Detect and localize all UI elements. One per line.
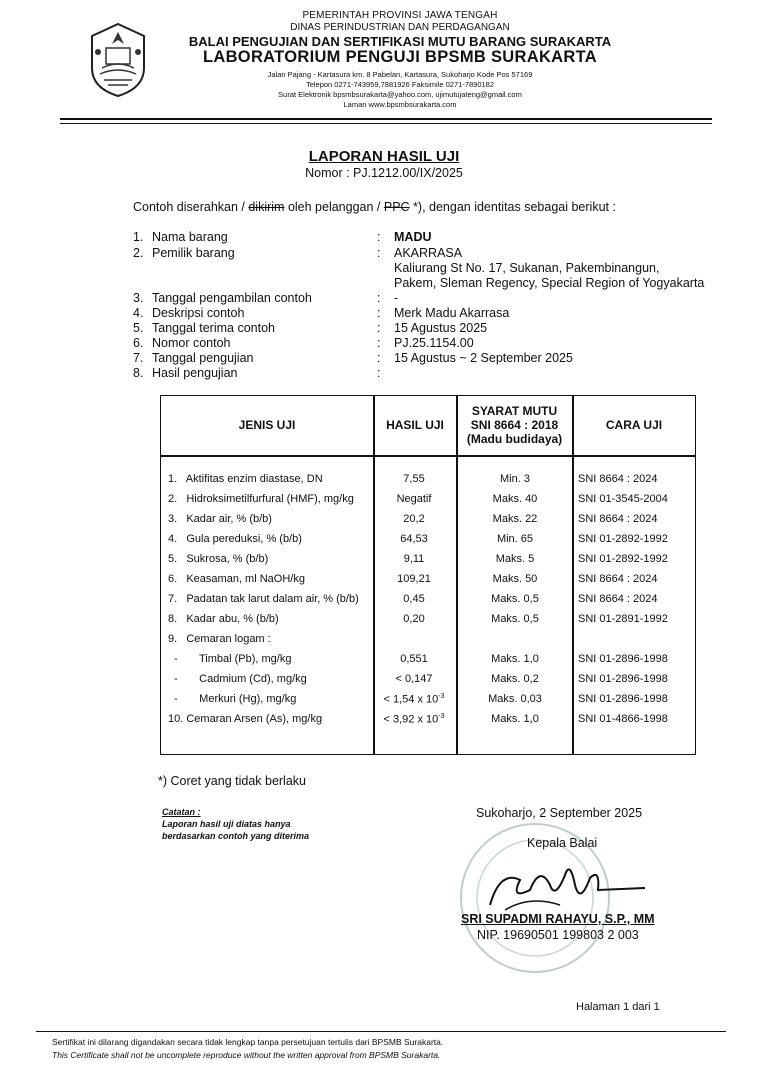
test-name: 4. Gula pereduksi, % (b/b) xyxy=(168,533,302,545)
report-number: Nomor : PJ.1212.00/IX/2025 xyxy=(305,166,463,180)
test-method: SNI 01-2892-1992 xyxy=(578,553,668,565)
identity-colon: : xyxy=(377,336,381,350)
test-method: SNI 8664 : 2024 xyxy=(578,473,658,485)
test-name: 3. Kadar air, % (b/b) xyxy=(168,513,272,525)
header-institution: BALAI PENGUJIAN DAN SERTIFIKASI MUTU BARANG SURAKARTA xyxy=(188,34,612,49)
test-method: SNI 8664 : 2024 xyxy=(578,593,658,605)
identity-label: Nama barang xyxy=(152,230,228,244)
header-department: DINAS PERINDUSTRIAN DAN PERDAGANGAN xyxy=(290,22,510,33)
test-result: 9,11 xyxy=(403,553,425,565)
header-government: PEMERINTAH PROVINSI JAWA TENGAH xyxy=(302,10,498,21)
test-result: 109,21 xyxy=(397,573,431,585)
page-number: Halaman 1 dari 1 xyxy=(576,1001,660,1013)
signer-role: Kepala Balai xyxy=(527,836,598,850)
identity-number: 3. xyxy=(133,291,144,305)
test-requirement: Maks. 50 xyxy=(492,573,538,585)
identity-label: Tanggal pengambilan contoh xyxy=(152,291,312,305)
test-result: Negatif xyxy=(396,493,432,505)
identity-number: 4. xyxy=(133,306,144,320)
header-divider xyxy=(60,118,712,120)
test-requirement: Maks. 0,2 xyxy=(491,673,539,685)
table-row xyxy=(160,613,696,633)
identity-number: 8. xyxy=(133,366,144,380)
identity-label: Tanggal terima contoh xyxy=(152,321,275,335)
identity-label: Nomor contoh xyxy=(152,336,231,350)
table-row xyxy=(160,713,696,733)
test-name: - Timbal (Pb), mg/kg xyxy=(168,653,292,665)
identity-value: MADU xyxy=(394,230,432,244)
identity-value: 15 Agustus ~ 2 September 2025 xyxy=(394,351,573,365)
test-result: 20,2 xyxy=(403,513,425,525)
footer-disclaimer-id: Sertifikat ini dilarang digandakan secara tidak lengkap tanpa persetujuan tertulis dari BPSMB Surakarta. xyxy=(52,1037,444,1047)
identity-value-line2: Kaliurang St No. 17, Sukanan, Pakembinangun, xyxy=(394,261,660,275)
test-result: < 3,92 x $10^{-3}$ xyxy=(383,713,445,726)
test-name: 9. Cemaran logam : xyxy=(168,633,271,645)
test-method: SNI 8664 : 2024 xyxy=(578,573,658,585)
identity-colon: : xyxy=(377,230,381,244)
identity-label: Pemilik barang xyxy=(152,246,235,260)
test-method: SNI 01-4866-1998 xyxy=(578,713,668,725)
test-name: 5. Sukrosa, % (b/b) xyxy=(168,553,269,565)
header-cara-uji: CARA UJI xyxy=(605,418,663,432)
test-result: 64,53 xyxy=(400,533,428,545)
report-title: LAPORAN HASIL UJI xyxy=(308,148,460,165)
identity-value: AKARRASA xyxy=(394,246,463,260)
test-requirement: Maks. 1,0 xyxy=(491,653,539,665)
test-method: SNI 01-2891-1992 xyxy=(578,613,668,625)
header-syarat-mutu: SYARAT MUTU SNI 8664 : 2018 (Madu budidaya) xyxy=(466,404,563,446)
header-divider-thin xyxy=(60,123,712,124)
header-email: Surat Elektronik bpsmbsurakarta@yahoo.com, ujimutujateng@gmail.com xyxy=(278,90,522,99)
identity-colon: : xyxy=(377,291,381,305)
identity-value: 15 Agustus 2025 xyxy=(394,321,488,335)
test-name: 1. Aktifitas enzim diastase, DN xyxy=(168,473,323,485)
signature-icon xyxy=(470,850,655,920)
test-result: 0,45 xyxy=(403,593,425,605)
test-method: SNI 01-2896-1998 xyxy=(578,673,668,685)
place-date: Sukoharjo, 2 September 2025 xyxy=(476,806,643,820)
test-method: SNI 01-2896-1998 xyxy=(578,653,668,665)
test-requirement: Maks. 0,03 xyxy=(488,693,542,705)
test-name: 6. Keasaman, ml NaOH/kg xyxy=(168,573,305,585)
test-result: 0,551 xyxy=(400,653,428,665)
test-result: 0,20 xyxy=(403,613,425,625)
test-requirement: Maks. 1,0 xyxy=(491,713,539,725)
identity-colon: : xyxy=(377,366,381,380)
table-row xyxy=(160,573,696,593)
test-method: SNI 8664 : 2024 xyxy=(578,513,658,525)
identity-value: Merk Madu Akarrasa xyxy=(394,306,510,320)
table-row xyxy=(160,493,696,513)
header-hasil-uji: HASIL UJI xyxy=(386,418,444,432)
table-header-divider xyxy=(160,455,696,457)
identity-number: 2. xyxy=(133,246,144,260)
result-exponent: -3 xyxy=(438,693,445,700)
table-row xyxy=(160,633,696,653)
identity-number: 5. xyxy=(133,321,144,335)
test-method: SNI 01-2896-1998 xyxy=(578,693,668,705)
signer-name: SRI SUPADMI RAHAYU, S.P., MM xyxy=(461,912,655,926)
test-name: - Merkuri (Hg), mg/kg xyxy=(168,693,297,705)
test-name: - Cadmium (Cd), mg/kg xyxy=(168,673,307,685)
header-phone: Telepon 0271-743959,7881926 Faksimile 0271-7890182 xyxy=(305,80,495,89)
result-exponent: -3 xyxy=(438,713,445,720)
identity-label: Hasil pengujian xyxy=(152,366,238,380)
identity-number: 7. xyxy=(133,351,144,365)
table-row xyxy=(160,593,696,613)
table-row xyxy=(160,533,696,553)
table-row xyxy=(160,513,696,533)
test-name: 10. Cemaran Arsen (As), mg/kg xyxy=(168,713,323,725)
table-row xyxy=(160,693,696,713)
test-requirement: Min. 65 xyxy=(496,533,534,545)
test-result: < 1,54 x $10^{-3}$ xyxy=(383,693,445,706)
provincial-emblem-icon xyxy=(82,22,154,98)
table-row xyxy=(160,653,696,673)
identity-colon: : xyxy=(377,351,381,365)
test-name: 8. Kadar abu, % (b/b) xyxy=(168,613,279,625)
header-laboratory: LABORATORIUM PENGUJI BPSMB SURAKARTA xyxy=(203,48,597,66)
test-requirement: Maks. 22 xyxy=(492,513,538,525)
test-name: 2. Hidroksimetilfurfural (HMF), mg/kg xyxy=(168,493,354,505)
footnote: *) Coret yang tidak berlaku xyxy=(158,774,306,788)
table-row xyxy=(160,553,696,573)
identity-colon: : xyxy=(377,246,381,260)
footer-divider xyxy=(36,1031,726,1032)
identity-number: 1. xyxy=(133,230,144,244)
table-row xyxy=(160,473,696,493)
footer-disclaimer-en: This Certificate shall not be uncomplete reproduce without the written approval from BPSMB Surakarta. xyxy=(52,1050,441,1060)
test-name: 7. Padatan tak larut dalam air, % (b/b) xyxy=(168,593,359,605)
intro-text: Contoh diserahkan / dikirim oleh pelanggan / PPC *), dengan identitas sebagai berikut : xyxy=(133,200,616,214)
test-requirement: Maks. 5 xyxy=(495,553,535,565)
table-row xyxy=(160,673,696,693)
catatan-note: Catatan : Laporan hasil uji diatas hanya berdasarkan contoh yang diterima xyxy=(162,807,310,841)
identity-label: Tanggal pengujian xyxy=(152,351,254,365)
test-method: SNI 01-3545-2004 xyxy=(578,493,668,505)
test-method: SNI 01-2892-1992 xyxy=(578,533,668,545)
signer-nip: NIP. 19690501 199803 2 003 xyxy=(477,928,639,942)
test-result: < 0,147 xyxy=(395,673,433,685)
identity-colon: : xyxy=(377,306,381,320)
identity-number: 6. xyxy=(133,336,144,350)
test-requirement: Min. 3 xyxy=(500,473,530,485)
test-requirement: Maks. 0,5 xyxy=(491,613,539,625)
header-jenis-uji: JENIS UJI xyxy=(238,418,296,432)
identity-value: - xyxy=(394,291,399,305)
identity-value: PJ.25.1154.00 xyxy=(394,336,474,350)
header-address: Jalan Pajang - Kartasura km. 8 Pabelan, Kartasura, Sukoharjo Kode Pos 57169 xyxy=(267,70,533,79)
identity-label: Deskripsi contoh xyxy=(152,306,245,320)
test-requirement: Maks. 40 xyxy=(492,493,538,505)
test-result: 7,55 xyxy=(403,473,425,485)
identity-colon: : xyxy=(377,321,381,335)
test-requirement: Maks. 0,5 xyxy=(491,593,539,605)
header-website: Laman www.bpsmbsurakarta.com xyxy=(343,100,457,109)
identity-value-line3: Pakem, Sleman Regency, Special Region of Yogyakarta xyxy=(394,276,705,290)
